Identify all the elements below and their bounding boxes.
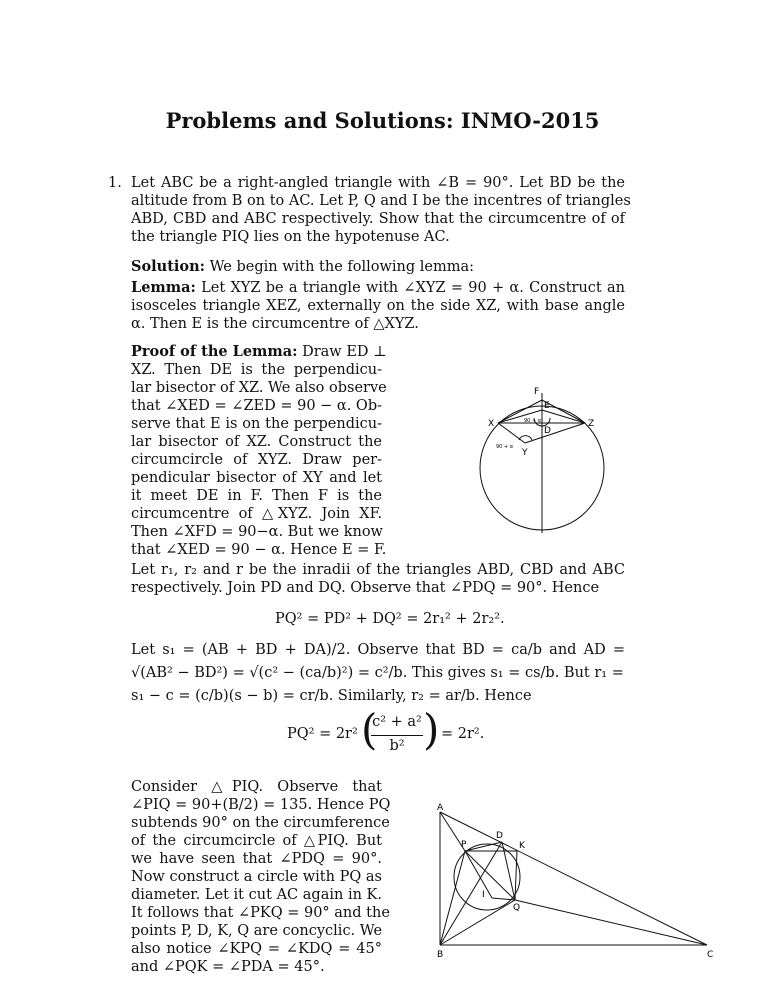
- solution-intro-text: We begin with the following lemma:: [209, 259, 475, 275]
- inradii-line: Let r₁, r₂ and r be the inradii of the triangles ABD, CBD and ABC: [131, 562, 625, 578]
- label-d: D: [544, 426, 551, 436]
- solution-intro: [131, 258, 474, 276]
- eq2-fraction-bar: [371, 735, 423, 736]
- eq2-denominator: b²: [389, 738, 405, 754]
- eq2-close-paren: ): [423, 705, 440, 754]
- segment-yz: [525, 423, 585, 443]
- lemma-label: Lemma:: [131, 279, 196, 296]
- proof-line: serve that E is on the perpendicu-: [131, 416, 382, 432]
- problem-number: 1.: [108, 175, 122, 191]
- lemma-text: Let XYZ be a triangle with ∠XYZ = 90 + α. Construct an: [201, 280, 625, 296]
- label-z: Z: [588, 419, 595, 429]
- proof-line: [131, 343, 387, 361]
- angle-arc-y: [519, 436, 532, 440]
- equation-pq: PQ² = PD² + DQ² = 2r₁² + 2r₂².: [275, 611, 505, 627]
- proof-line: lar bisector of XZ. Construct the: [131, 434, 382, 450]
- problem-line: ABD, CBD and ABC respectively. Show that the circumcentre of of: [131, 211, 625, 227]
- proof-label: Proof of the Lemma:: [131, 343, 298, 360]
- problem-line: Let ABC be a right-angled triangle with ∠B = 90°. Let BD be the: [131, 175, 625, 191]
- proof-line: pendicular bisector of XY and let: [131, 470, 382, 486]
- label-angle-b: 90 + α: [496, 444, 514, 450]
- consider-line: we have seen that ∠PDQ = 90°.: [131, 851, 382, 867]
- inradii-line: respectively. Join PD and DQ. Observe that ∠PDQ = 90°. Hence: [131, 580, 600, 596]
- lemma-figure: [470, 378, 630, 548]
- s1-line: √(AB² − BD²) = √(c² − (ca/b)²) = c²/b. This gives s₁ = cs/b. But r₁ =: [131, 665, 624, 681]
- consider-line: Consider △PIQ. Observe that: [131, 779, 382, 795]
- problem-line: the triangle PIQ lies on the hypotenuse AC.: [131, 229, 450, 245]
- proof-line: XZ. Then DE is the perpendicu-: [131, 362, 382, 378]
- proof-line: that ∠XED = ∠ZED = 90 − α. Ob-: [131, 398, 382, 414]
- lemma-line: [131, 279, 625, 297]
- label-q: Q: [513, 903, 521, 913]
- consider-line: diameter. Let it cut AC again in K.: [131, 887, 382, 903]
- s1-line: Let s₁ = (AB + BD + DA)/2. Observe that BD = ca/b and AD =: [131, 642, 625, 658]
- label-c: C: [707, 950, 714, 960]
- consider-line: and ∠PQK = ∠PDA = 45°.: [131, 959, 325, 975]
- solution-label: Solution:: [131, 258, 205, 275]
- consider-line: It follows that ∠PKQ = 90° and the: [131, 905, 390, 921]
- consider-line: ∠PIQ = 90+(B/2) = 135. Hence PQ: [131, 797, 391, 813]
- label-k: K: [519, 841, 525, 851]
- lemma-line: α. Then E is the circumcentre of △XYZ.: [131, 316, 419, 332]
- label-x: X: [488, 419, 495, 429]
- eq2-left: PQ² = 2r²: [287, 726, 358, 742]
- segment-xy: [498, 423, 525, 443]
- consider-line: of the circumcircle of △PIQ. But: [131, 833, 382, 849]
- segment-pd: [465, 842, 502, 851]
- label-y: Y: [522, 448, 528, 458]
- proof-text: Draw ED ⊥: [302, 344, 387, 360]
- consider-line: subtends 90° on the circumference: [131, 815, 390, 831]
- eq2-numerator: c² + a²: [372, 714, 422, 730]
- proof-line: lar bisector of XZ. We also observe: [131, 380, 387, 396]
- proof-line: circumcircle of XYZ. Draw per-: [131, 452, 382, 468]
- label-p: P: [461, 840, 467, 850]
- label-a: A: [437, 803, 444, 813]
- label-i: I: [482, 890, 485, 900]
- eq2-open-paren: (: [361, 705, 378, 754]
- lemma-line: isosceles triangle XEZ, externally on the side XZ, with base angle: [131, 298, 625, 314]
- segment-qc: [515, 900, 707, 945]
- eq2-right: = 2r².: [441, 726, 485, 742]
- label-e: E: [544, 401, 550, 411]
- triangle-figure: [432, 800, 722, 965]
- proof-line: Then ∠XFD = 90−α. But we know: [131, 524, 383, 540]
- consider-line: Now construct a circle with PQ as: [131, 869, 382, 885]
- consider-line: points P, D, K, Q are concyclic. We: [131, 923, 383, 939]
- consider-line: also notice ∠KPQ = ∠KDQ = 45°: [131, 941, 382, 957]
- page-title: Problems and Solutions: INMO-2015: [165, 108, 600, 133]
- label-angle-a: 90 − α: [524, 418, 542, 424]
- proof-line: that ∠XED = 90 − α. Hence E = F.: [131, 542, 387, 558]
- s1-line: s₁ − c = (c/b)(s − b) = cr/b. Similarly, r₂ = ar/b. Hence: [131, 688, 532, 704]
- proof-line: it meet DE in F. Then F is the: [131, 488, 382, 504]
- proof-line: circumcentre of △XYZ. Join XF.: [131, 506, 382, 522]
- label-f: F: [534, 387, 540, 397]
- segment-bq: [440, 900, 515, 945]
- label-d: D: [496, 831, 503, 841]
- segment-pq: [465, 851, 515, 900]
- problem-line: altitude from B on to AC. Let P, Q and I be the incentres of triangles: [131, 193, 631, 209]
- segment-pi: [465, 851, 492, 898]
- label-b: B: [437, 950, 444, 960]
